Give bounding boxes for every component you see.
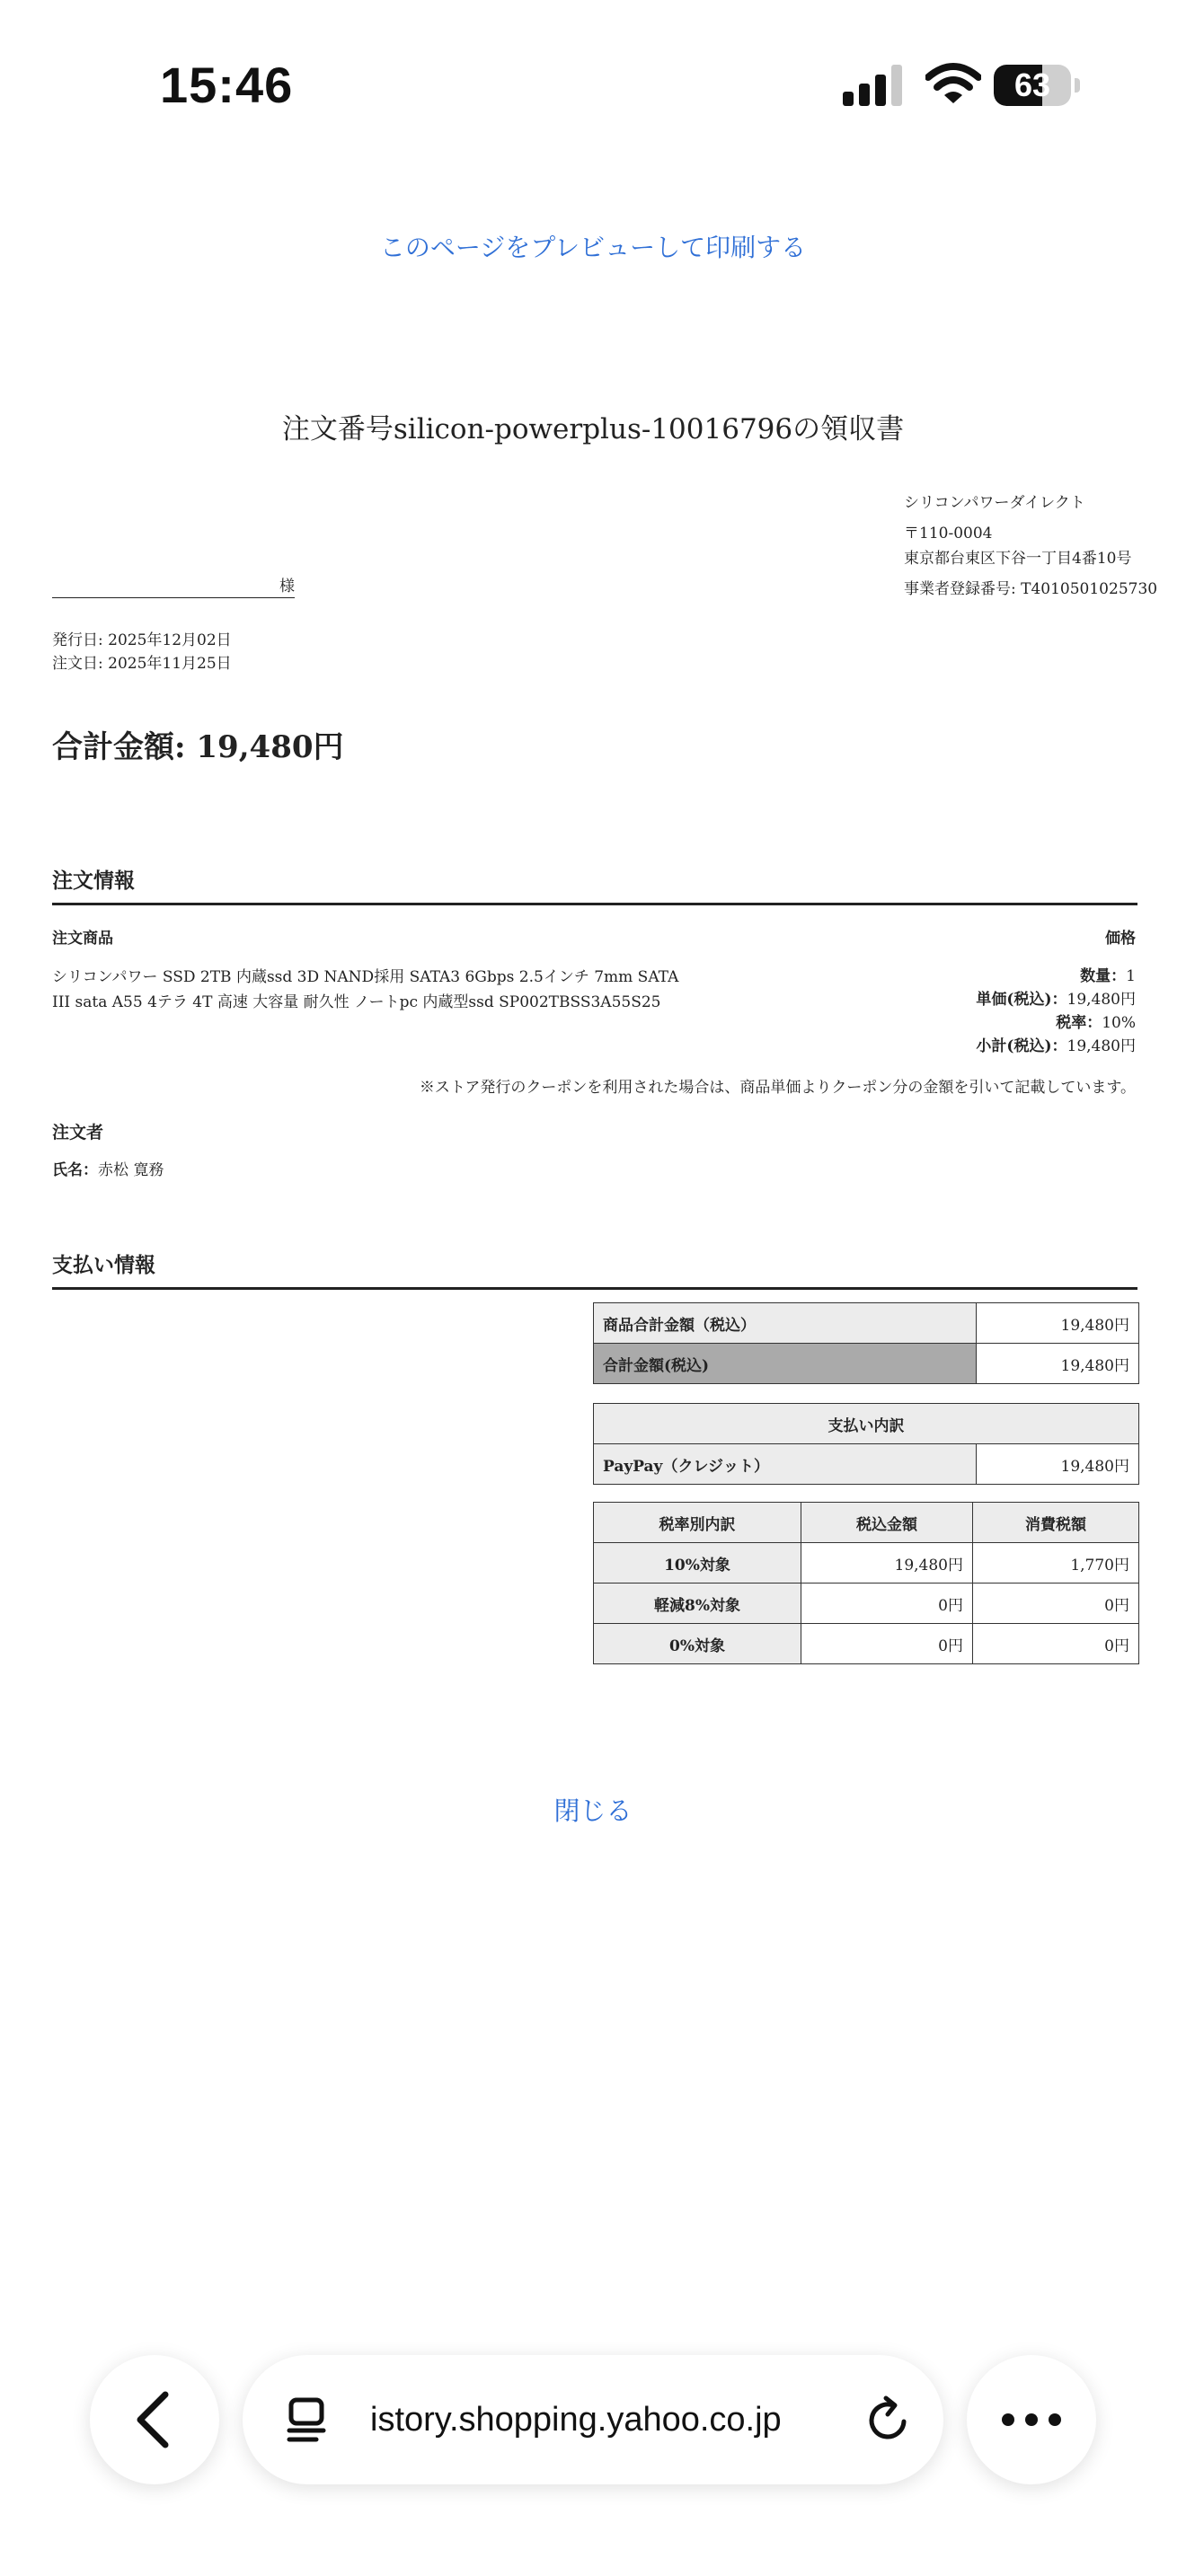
order-info-heading: 注文情報 [52, 864, 1137, 905]
total-amount: 合計金額: 19,480円 [52, 729, 344, 765]
dates [52, 629, 232, 675]
table-row [594, 1344, 1139, 1384]
tax-header-rate: 税率別内訳 [594, 1503, 801, 1543]
tax-row-tax: 1,770円 [973, 1543, 1139, 1584]
tax-rate-label: 税率： [1056, 1014, 1102, 1032]
reload-icon[interactable] [861, 2393, 915, 2447]
recipient-line: 様 [52, 573, 295, 598]
wifi-icon [925, 63, 981, 104]
payment-totals-table [593, 1302, 1139, 1384]
seller-name: シリコンパワーダイレクト [904, 494, 1085, 512]
coupon-note: ※ストア発行のクーポンを利用された場合は、商品単価よりクーポン分の金額を引いて記載しています。 [419, 1079, 1136, 1097]
subtotal-label: 小計(税込)： [976, 1037, 1067, 1055]
items-total-label: 商品合計金額（税込） [594, 1303, 977, 1344]
tax-row-amount: 0円 [801, 1584, 973, 1624]
payment-breakdown-heading: 支払い内訳 [594, 1404, 1139, 1444]
seller-registration-number: 事業者登録番号: T4010501025730 [904, 580, 1158, 598]
tax-row-amount: 19,480円 [801, 1543, 973, 1584]
payment-method-value: 19,480円 [977, 1444, 1139, 1485]
table-row [594, 1444, 1139, 1485]
page-menu-icon[interactable] [280, 2393, 334, 2447]
quantity-value: 1 [1126, 967, 1136, 985]
seller-info [904, 490, 1157, 602]
battery-level: 63 [1013, 66, 1051, 103]
close-link[interactable]: 閉じる [553, 1795, 633, 1826]
table-row [594, 1543, 1139, 1584]
price-detail [976, 965, 1136, 1058]
chevron-left-icon [90, 2355, 219, 2484]
address-bar[interactable] [243, 2355, 943, 2484]
payment-info-heading: 支払い情報 [52, 1248, 1137, 1290]
orderer-name-value: 赤松 寛務 [98, 1161, 164, 1179]
issue-date: 発行日: 2025年12月02日 [52, 631, 232, 649]
back-button[interactable] [90, 2355, 219, 2484]
status-time: 15:46 [160, 57, 294, 113]
product-name: シリコンパワー SSD 2TB 内蔵ssd 3D NAND採用 SATA3 6Gbps 2.5インチ 7mm SATA III sata A55 4テラ 4T 高速 大容量 耐久性 ノートpc 内蔵型ssd SP002TBSS3A55S25 [52, 968, 679, 1011]
unit-price-value: 19,480円 [1067, 991, 1136, 1009]
items-total-value: 19,480円 [977, 1303, 1139, 1344]
print-preview-link[interactable]: このページをプレビューして印刷する [379, 233, 807, 262]
more-dots-icon [967, 2355, 1096, 2484]
payment-breakdown-table [593, 1403, 1139, 1485]
payment-method-label: PayPay（クレジット） [594, 1444, 977, 1485]
seller-postal: 〒110-0004 [904, 525, 993, 543]
seller-address: 東京都台東区下谷一丁目4番10号 [904, 550, 1132, 568]
tax-row-tax: 0円 [973, 1624, 1139, 1664]
orderer-heading: 注文者 [52, 1123, 104, 1142]
orderer-name [52, 1157, 164, 1179]
tax-breakdown-table [593, 1502, 1139, 1664]
grand-total-label: 合計金額(税込) [594, 1344, 977, 1384]
cellular-signal-icon [843, 65, 904, 106]
tax-rate-value: 10% [1102, 1014, 1136, 1032]
tax-header-tax: 消費税額 [973, 1503, 1139, 1543]
table-row [594, 1404, 1139, 1444]
table-row [594, 1584, 1139, 1624]
more-button[interactable] [967, 2355, 1096, 2484]
table-row [594, 1624, 1139, 1664]
price-column-label: 価格 [1105, 930, 1136, 948]
subtotal-value: 19,480円 [1067, 1037, 1136, 1055]
quantity-label: 数量： [1080, 967, 1127, 985]
orderer-name-label: 氏名： [52, 1161, 98, 1179]
tax-row-label: 0%対象 [594, 1624, 801, 1664]
order-date: 注文日: 2025年11月25日 [52, 655, 232, 673]
unit-price-label: 単価(税込)： [976, 991, 1067, 1009]
tax-row-amount: 0円 [801, 1624, 973, 1664]
tax-row-label: 10%対象 [594, 1543, 801, 1584]
tax-header-amount: 税込金額 [801, 1503, 973, 1543]
battery-icon [994, 65, 1080, 106]
product-column-label: 注文商品 [52, 930, 113, 948]
tax-row-label: 軽減8%対象 [594, 1584, 801, 1624]
table-header-row [594, 1503, 1139, 1543]
receipt-title: 注文番号silicon-powerplus-10016796の領収書 [281, 413, 905, 446]
url-text[interactable]: istory.shopping.yahoo.co.jp [370, 2401, 782, 2439]
table-row [594, 1303, 1139, 1344]
grand-total-value: 19,480円 [977, 1344, 1139, 1384]
tax-row-tax: 0円 [973, 1584, 1139, 1624]
